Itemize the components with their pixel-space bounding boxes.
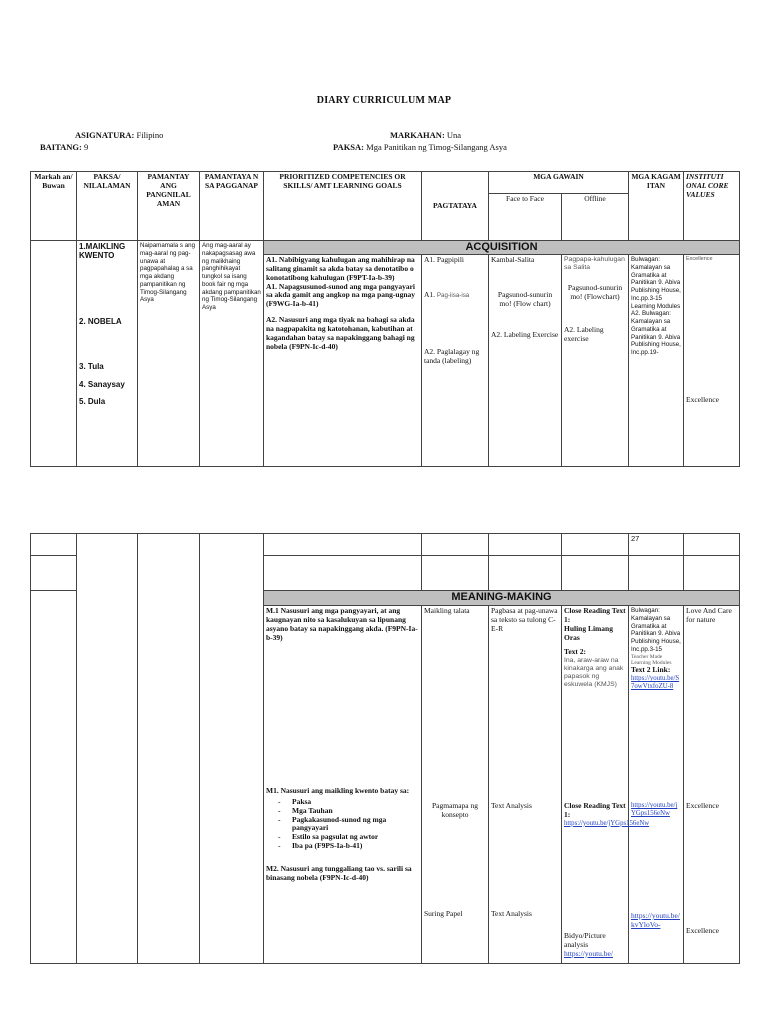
empty-cell xyxy=(31,534,77,556)
competency-m1b-list xyxy=(266,798,419,851)
kagamitan-m1b-link[interactable]: https://youtu.be/jYGps156eNw xyxy=(631,802,678,818)
offline-m1-text2: Text 2: xyxy=(564,647,587,657)
competency-a1: A1. Nabibigyang kahulugan ang mahihirap na salitang ginamit sa akda batay sa denotatibo o konotatibong kahulugan (F9PT-Ia-b-39) xyxy=(266,255,415,282)
face-cell xyxy=(489,255,562,467)
offline-m2 xyxy=(564,932,626,959)
empty-cell xyxy=(489,534,562,556)
header-pagganap: PAMANTAYA N SA PAGGANAP xyxy=(200,172,264,241)
pagtataya-m1b: Pagmamapa ng konsepto xyxy=(431,801,479,819)
face-a1b: Pagsunod-sunurin mo! (Flow chart) xyxy=(497,289,553,308)
topic-item: 5. Dula xyxy=(79,397,106,407)
competencies-cell xyxy=(264,255,422,467)
face-a2: A2. Labeling Exercise xyxy=(491,329,559,339)
list-item: - Paksa xyxy=(292,798,419,807)
baitang-line xyxy=(40,142,88,152)
empty-cell xyxy=(200,534,264,964)
header-offline: Offline xyxy=(562,194,629,241)
offline-m1-text1: Close Reading Text 1: xyxy=(564,606,626,624)
markahan-value: Una xyxy=(446,130,462,140)
meaning-core-values-cell xyxy=(684,606,740,964)
empty-cell xyxy=(684,556,740,591)
curriculum-table-1 xyxy=(30,171,740,467)
competency-m1: M.1 Nasusuri ang mga pangyayari, at ang kaugnayan nito sa kasalukuyan sa lipunang asyano batay sa napakinggang akda. (F9PN-Ia-b-39) xyxy=(266,606,418,642)
empty-cell xyxy=(31,556,77,591)
offline-a1b: Pagsunod-sunurin mo! (Flowchart) xyxy=(567,283,623,301)
kagamitan-m1-modules: Teacher Made Learning Modules xyxy=(631,653,672,666)
paksa-value: Mga Panitikan ng Timog-Silangang Asya xyxy=(366,142,507,152)
competency-m2: M2. Nasusuri ang tunggaliang tao vs. sarili sa binasang nobela (F9PN-Ic-d-40) xyxy=(266,863,412,882)
asignatura-label: ASIGNATURA: xyxy=(75,130,135,140)
meaning-offline-cell xyxy=(562,606,650,964)
markahan-cell xyxy=(31,241,77,467)
offline-cell xyxy=(562,255,629,467)
list-item: - Mga Tauhan xyxy=(292,807,419,816)
offline-m2-link[interactable]: https://youtu.be/ xyxy=(564,948,613,958)
pagtataya-cell xyxy=(422,255,489,467)
core-value: Excellence xyxy=(686,395,719,405)
face-m2: Text Analysis xyxy=(491,909,532,918)
list-item: - Pagkakasunod-sunod ng mga pangyayari xyxy=(292,816,419,834)
pagtataya-m2: Suring Papel xyxy=(424,909,463,918)
header-core-values: INSTITUTI ONAL CORE VALUES xyxy=(684,172,740,241)
list-item: - Iba pa (F9PS-Ia-b-41) xyxy=(292,842,419,851)
pagtataya-a1b: A1. Pag-iisa-isa xyxy=(424,289,470,299)
header-markahan: Markah an/ Buwan xyxy=(31,172,77,241)
baitang-value: 9 xyxy=(84,142,89,152)
list-item: - Estilo sa pagsulat ng awtor xyxy=(292,833,419,842)
competency-a2: A2. Nasusuri ang mga tiyak na bahagi sa akda na nagpapakita ng katotohanan, kabutihan at kagandahan batay sa napakinggang bahagi ng nobela (F9PN-Ic-d-40) xyxy=(266,315,415,351)
core-value: Excellence xyxy=(686,801,719,810)
meaning-making-band: MEANING-MAKING xyxy=(264,591,740,606)
markahan-label: MARKAHAN: xyxy=(390,130,445,140)
core-value: Love And Care for nature xyxy=(686,606,732,624)
empty-cell xyxy=(264,534,422,556)
empty-cell xyxy=(629,556,684,591)
empty-cell xyxy=(77,534,138,964)
kagamitan-m1 xyxy=(631,607,681,802)
header-competencies: PRIORITIZED COMPETENCIES OR SKILLS/ AMT LEARNING GOALS xyxy=(264,172,422,241)
kagamitan-m2 xyxy=(631,912,681,930)
topic-item: 1.MAIKLING KWENTO xyxy=(79,242,126,261)
empty-cell xyxy=(684,534,740,556)
offline-m1 xyxy=(564,607,626,802)
header-pagtataya: PAGTATAYA xyxy=(422,172,489,241)
core-value: Excellence xyxy=(686,256,713,262)
offline-m1b-link[interactable]: https://youtu.be/jYGps156eNw xyxy=(564,819,650,827)
topic-item: 2. NOBELA xyxy=(79,316,122,326)
empty-cell xyxy=(562,534,629,556)
core-values-cell xyxy=(684,255,740,467)
asignatura-value: Filipino xyxy=(136,130,164,140)
topic-item: 4. Sanaysay xyxy=(79,379,125,389)
offline-m1-text2-title: Ina, araw-araw na kinakarga ang anak papasok ng eskuwela (KMJS) xyxy=(564,657,624,689)
kagamitan-m1-link-label: Text 2 Link: xyxy=(631,665,671,675)
header-kagamitan: MGA KAGAM ITAN xyxy=(629,172,684,241)
baitang-label: BAITANG: xyxy=(40,142,82,152)
header-paksa: PAKSA/ NILALAMAN xyxy=(77,172,138,241)
topic-item: 3. Tula xyxy=(79,362,104,372)
offline-m1-text1-title: Huling Limang Oras xyxy=(564,623,613,642)
empty-cell xyxy=(562,556,629,591)
asignatura-line xyxy=(75,130,163,140)
offline-m1b-text: Close Reading Text 1: xyxy=(564,801,626,819)
competency-m1b xyxy=(266,787,419,883)
acquisition-band: ACQUISITION xyxy=(264,241,740,255)
header-face-to-face: Face to Face xyxy=(489,194,562,241)
kagamitan-m2-link[interactable]: https://youtu.be/kvYloVo- xyxy=(631,911,680,929)
empty-cell xyxy=(31,591,77,964)
empty-cell xyxy=(422,556,489,591)
kagamitan-m1b xyxy=(631,802,681,912)
meaning-competencies-cell xyxy=(264,606,422,964)
pagtataya-a1: A1. Pagpipili xyxy=(424,255,465,264)
meaning-pagtataya-cell xyxy=(422,606,489,964)
core-value: Excellence xyxy=(686,926,719,935)
competency-a1b: A1. Napagsusunod-sunod ang mga pangyayari sa akda gamit ang angkop na mga pang-ugnay (F9WG-Ia-b-41) xyxy=(266,281,416,309)
empty-cell xyxy=(264,556,422,591)
meaning-face-cell xyxy=(489,606,562,964)
curriculum-table-2 xyxy=(30,533,740,964)
offline-a1: Pagpapa-kahulugan sa Salita xyxy=(564,256,625,272)
face-a1: Kambal-Salita xyxy=(491,255,535,264)
document-title: DIARY CURRICULUM MAP xyxy=(316,95,452,106)
pagtataya-a2: A2. Paglalagay ng tanda (labeling) xyxy=(424,346,480,365)
paksa-label: PAKSA: xyxy=(333,142,365,152)
topics-cell xyxy=(77,241,138,467)
pagganap-cell: Ang mag-aaral ay nakapagsasag awa ng malikhaing panghihikayat tungkol sa isang book fair ng mga akdang pampanitikan ng Timog-Silangang Asya xyxy=(200,241,264,467)
header-pangnilalaman: PAMANTAY ANG PANGNILAL AMAN xyxy=(138,172,200,241)
empty-cell xyxy=(489,556,562,591)
markahan-line xyxy=(390,130,461,140)
empty-cell xyxy=(422,534,489,556)
pagtataya-m1: Maikling talata xyxy=(424,606,470,615)
kagamitan-continued: 27 xyxy=(629,534,684,556)
pangnilalaman-cell: Naipamamala s ang mag-aaral ng pag-unawa at pagpapahalag a sa mga akdang pampanitikan ng Timog-Silangang Asya xyxy=(138,241,200,467)
offline-m2-text: Bidyo/Picture analysis xyxy=(564,931,606,949)
empty-cell xyxy=(138,534,200,964)
paksa-line xyxy=(333,142,507,152)
face-m1b: Text Analysis xyxy=(491,801,532,810)
header-gawain: MGA GAWAIN xyxy=(489,172,629,194)
offline-a2: A2. Labeling exercise xyxy=(564,324,604,343)
kagamitan-m1-book: Bulwagan: Kamalayan sa Gramatika at Panitikan 9. Abiva Publishing House, Inc.pp.3-15 xyxy=(631,607,681,653)
kagamitan-m1-link[interactable]: https://youtu.be/S7owVtxfoZU-8 xyxy=(631,675,680,691)
meaning-kagamitan-cell xyxy=(629,606,684,964)
face-m1: Pagbasa at pag-unawa sa teksto sa tulong C-E-R xyxy=(491,606,558,633)
offline-m1b xyxy=(564,801,650,932)
competency-m1b-title: M1. Nasusuri ang maikling kwento batay sa: xyxy=(266,786,410,795)
kagamitan-cell: Bulwagan: Kamalayan sa Gramatika at Panitikan 9. Abiva Publishing House, Inc.pp.3-15 Learning Modules A2. Bulwagan: Kamalayan sa Gramatika at Panitikan 9. Abiva Publishing House, Inc.pp.19- xyxy=(629,255,684,467)
